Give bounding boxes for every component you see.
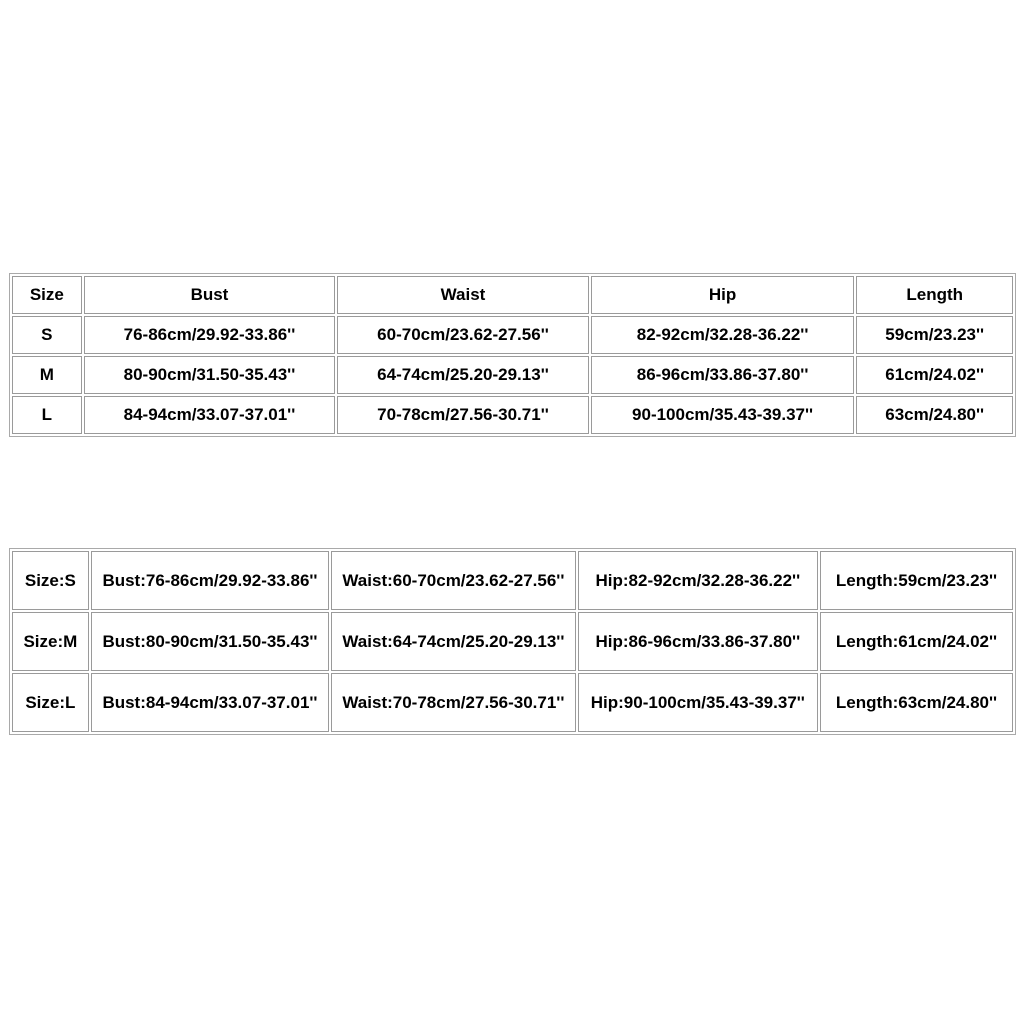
waist-cell: 64-74cm/25.20-29.13'' xyxy=(337,356,589,394)
length-cell: 63cm/24.80'' xyxy=(856,396,1013,434)
size-chart-table xyxy=(9,273,1016,437)
size-cell: Size:M xyxy=(12,612,89,671)
table-row xyxy=(12,612,1013,671)
bust-cell: 76-86cm/29.92-33.86'' xyxy=(84,316,336,354)
bust-cell: 80-90cm/31.50-35.43'' xyxy=(84,356,336,394)
table-row xyxy=(12,356,1013,394)
hip-cell: 82-92cm/32.28-36.22'' xyxy=(591,316,855,354)
size-cell: S xyxy=(12,316,82,354)
length-cell: Length:61cm/24.02'' xyxy=(820,612,1013,671)
length-cell: Length:59cm/23.23'' xyxy=(820,551,1013,610)
header-bust: Bust xyxy=(84,276,336,314)
table-row xyxy=(12,551,1013,610)
table-row xyxy=(12,396,1013,434)
hip-cell: 86-96cm/33.86-37.80'' xyxy=(591,356,855,394)
table-header-row xyxy=(12,276,1013,314)
size-cell: Size:L xyxy=(12,673,89,732)
header-size: Size xyxy=(12,276,82,314)
hip-cell: Hip:82-92cm/32.28-36.22'' xyxy=(578,551,818,610)
length-cell: Length:63cm/24.80'' xyxy=(820,673,1013,732)
bust-cell: Bust:80-90cm/31.50-35.43'' xyxy=(91,612,329,671)
header-hip: Hip xyxy=(591,276,855,314)
waist-cell: Waist:64-74cm/25.20-29.13'' xyxy=(331,612,575,671)
hip-cell: Hip:90-100cm/35.43-39.37'' xyxy=(578,673,818,732)
bust-cell: Bust:84-94cm/33.07-37.01'' xyxy=(91,673,329,732)
length-cell: 59cm/23.23'' xyxy=(856,316,1013,354)
size-cell: M xyxy=(12,356,82,394)
length-cell: 61cm/24.02'' xyxy=(856,356,1013,394)
hip-cell: 90-100cm/35.43-39.37'' xyxy=(591,396,855,434)
waist-cell: Waist:70-78cm/27.56-30.71'' xyxy=(331,673,575,732)
size-chart-table-labeled xyxy=(9,548,1016,735)
waist-cell: 70-78cm/27.56-30.71'' xyxy=(337,396,589,434)
table-row xyxy=(12,316,1013,354)
bust-cell: 84-94cm/33.07-37.01'' xyxy=(84,396,336,434)
bust-cell: Bust:76-86cm/29.92-33.86'' xyxy=(91,551,329,610)
waist-cell: Waist:60-70cm/23.62-27.56'' xyxy=(331,551,575,610)
size-cell: Size:S xyxy=(12,551,89,610)
hip-cell: Hip:86-96cm/33.86-37.80'' xyxy=(578,612,818,671)
waist-cell: 60-70cm/23.62-27.56'' xyxy=(337,316,589,354)
header-length: Length xyxy=(856,276,1013,314)
header-waist: Waist xyxy=(337,276,589,314)
table-row xyxy=(12,673,1013,732)
size-cell: L xyxy=(12,396,82,434)
